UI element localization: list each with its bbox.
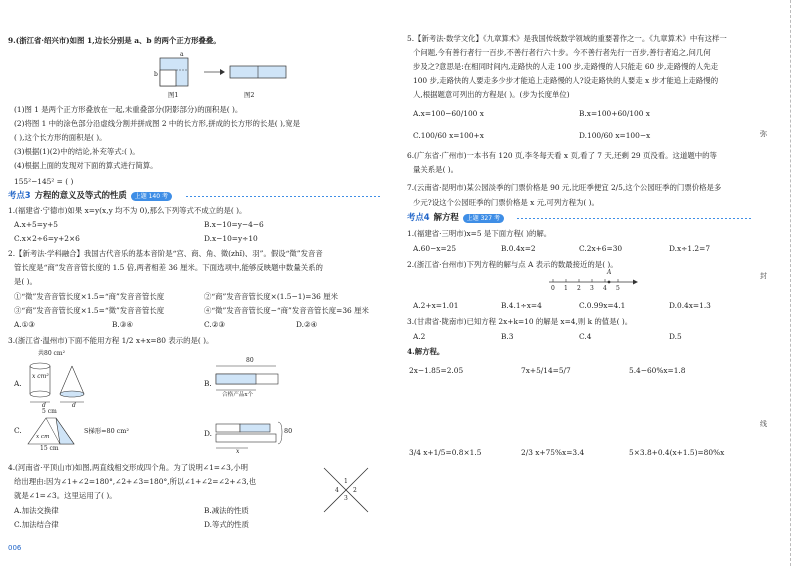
q9-figure [154, 48, 294, 110]
q9-sub3: (3)根据(1)(2)中的结论,补充等式:( )。 [14, 147, 140, 156]
q5-line2: 个问题,今有善行者行一百步,不善行者行六十步。今不善行者先行一百步,善行者追之,问几何 [413, 48, 711, 57]
q9-sub4: (4)根据上面的发现对下面的算式进行简算。 [14, 161, 158, 170]
tick-5: 5 [616, 285, 620, 292]
r1-stem: 1.(福建省·三明市)x=5 是下面方程( )的解。 [407, 229, 552, 238]
q2-statement-1: ①“徵”发音音管长度×1.5=“商”发音音管长度 [14, 292, 165, 301]
angle-2: 2 [353, 487, 357, 494]
r1-option-a: A.60−x=25 [413, 244, 457, 253]
point-a-label: A [607, 269, 612, 276]
q3-a-d1: d [42, 402, 46, 409]
q2-statement-2: ②“商”发音音管长度×(1.5−1)=36 厘米 [204, 292, 339, 301]
q4-option-a: A.加法交换律 [14, 506, 59, 515]
tick-0: 0 [551, 285, 555, 292]
q3-option-d: D. [204, 429, 213, 438]
q3-a-d2: d [72, 402, 76, 409]
kaodian-3-label: 考点3 [8, 190, 31, 201]
kaodian-3-header [8, 189, 172, 203]
q3-c-x: x cm [36, 434, 50, 440]
r3-stem: 3.(甘肃省·陇南市)已知方程 2x+k=10 的解是 x=4,则 k 的值是( )。 [407, 317, 633, 326]
q6-line1: 6.(广东省·广州市)一本书有 120 页,李冬每天看 x 页,看了 7 天,还剩 29 页没看。这道题中的等 [407, 151, 717, 160]
tick-3: 3 [590, 285, 594, 292]
equation-5: 2/3 x+75%x=3.4 [521, 448, 585, 457]
q3-a-total: 共80 cm² [38, 350, 65, 357]
angle-4: 4 [335, 487, 339, 494]
r2-option-a: A.2+x=1.01 [413, 301, 459, 310]
equation-3: 5.4−60%x=1.8 [629, 366, 686, 375]
kaodian-4-name: 解方程 [433, 212, 459, 223]
equation-1: 2x−1.85=2.05 [409, 366, 464, 375]
kaodian-3-pill: 上题 140 考 [131, 192, 172, 201]
kaodian-3-name: 方程的意义及等式的性质 [34, 190, 127, 201]
q4-line1: 4.(河南省·平顶山市)如图,两直线相交形成四个角。为了说明∠1=∠3,小明 [8, 463, 249, 472]
r2-number-line [549, 274, 639, 296]
q5-line5: 人,根据题意可列出的方程是( )。(步为长度单位) [413, 90, 570, 99]
q4-option-d: D.等式的性质 [204, 520, 249, 529]
q5-line3: 步及之?意思是:在相同时间内,走路快的人走 100 步,走路慢的人只能走 60 步,走路慢的人先走 [413, 62, 719, 71]
q5-option-d: D.100/60 x=100−x [579, 131, 651, 140]
q3-stem: 3.(浙江省·温州市)下面不能用方程 1/2 x+x=80 表示的是( )。 [8, 336, 214, 345]
q9-sub2a: (2)将图 1 中的涂色部分沿虚线分割并拼成图 2 中的长方形,拼成的长方形的长是( ),宽是 [14, 119, 300, 128]
r3-option-c: C.4 [579, 332, 592, 341]
q2-option-d: D.②④ [296, 320, 318, 329]
q2-option-b: B.③④ [112, 320, 134, 329]
r4-stem: 4.解方程。 [407, 347, 445, 356]
tick-1: 1 [564, 285, 568, 292]
binding-mark-2: 封 [760, 272, 767, 280]
q2-statement-4: ④“徵”发音音管长度−“商”发音音管长度=36 厘米 [204, 306, 369, 315]
q3-a-x: x cm² [32, 373, 49, 380]
q3-option-b: B. [204, 379, 212, 388]
q3-option-c: C. [14, 426, 22, 435]
kaodian-3-divider [186, 196, 382, 197]
q1-option-d: D.x−10=y÷10 [204, 234, 258, 243]
q5-option-a: A.x=100−60/100 x [413, 109, 484, 118]
q5-option-c: C.100/60 x=100+x [413, 131, 484, 140]
r2-option-c: C.0.99x=4.1 [579, 301, 626, 310]
q2-option-a: A.①③ [14, 320, 35, 329]
q3-c-top: 5 cm [42, 408, 57, 415]
equation-2: 7x+5/14=5/7 [521, 366, 571, 375]
q9-stem: 9.(浙江省·绍兴市)如图 1,边长分别是 a、b 的两个正方形叠叠。 [8, 36, 221, 45]
angle-3: 3 [344, 495, 348, 502]
q2-statement-3: ③“商”发音音管长度×1.5=“徵”发音音管长度 [14, 306, 165, 315]
q1-stem: 1.(福建省·宁德市)如果 x=y(x,y 均不为 0),那么下列等式不成立的是( )。 [8, 206, 247, 215]
r1-option-c: C.2x+6=30 [579, 244, 623, 253]
page-number: 006 [8, 544, 22, 552]
q2-line1: 2.【新考法·学科融合】我国古代音乐的基本音阶是“宫、商、角、徵(zhǐ)、羽”。假设“徵”发音音 [8, 249, 323, 258]
r2-option-b: B.4.1÷x=4 [501, 301, 542, 310]
r2-option-d: D.0.4x=1.3 [669, 301, 711, 310]
kaodian-4-header [407, 211, 504, 225]
r1-option-b: B.0.4x=2 [501, 244, 536, 253]
q4-option-b: B.减法的性质 [204, 506, 249, 515]
q7-line2: 少元?设这个公园旺季的门票价格是 x 元,可列方程为( )。 [413, 198, 599, 207]
r3-option-b: B.3 [501, 332, 514, 341]
q4-line2: 给出理由:因为∠1+∠2=180°,∠2+∠3=180°,所以∠1+∠2=∠2+∠3,也 [14, 477, 257, 486]
q5-line1: 5.【新考法·数学文化】《九章算术》是我国传统数学领域的重要著作之一。《九章算术》中有这样一 [407, 34, 727, 43]
q9-sub2b: ( ),这个长方形的面积是( )。 [14, 133, 107, 142]
q9-calc: 155²−145² = ( ) [14, 177, 74, 186]
kaodian-4-pill: 上题 327 考 [463, 214, 504, 223]
fig1-caption: 图1 [168, 91, 179, 99]
tick-4: 4 [603, 285, 607, 292]
equation-6: 5×3.8+0.4(x+1.5)=80%x [629, 448, 725, 457]
q3-figure-d [214, 418, 294, 454]
binding-line [790, 0, 792, 566]
q4-line3: 就是∠1=∠3。这里运用了( )。 [14, 491, 117, 500]
q3-b-label: 合格产品x个 [222, 392, 254, 398]
q7-line1: 7.(云南省·昆明市)某公园淡季的门票价格是 90 元,比旺季便宜 2/5,这个公园旺季的门票价格是多 [407, 183, 722, 192]
fig2-caption: 图2 [244, 91, 255, 99]
q6-line2: 量关系是( )。 [413, 165, 459, 174]
binding-mark-3: 线 [760, 420, 767, 428]
q3-figure-a [24, 356, 96, 406]
q2-line3: 是( )。 [14, 277, 37, 286]
q3-option-a: A. [14, 379, 22, 388]
q4-option-c: C.加法结合律 [14, 520, 59, 529]
q1-option-c: C.x×2÷6=y+2×6 [14, 234, 80, 243]
fig-a-label: a [180, 51, 184, 58]
r3-option-a: A.2 [413, 332, 426, 341]
tick-2: 2 [577, 285, 581, 292]
q5-line4: 100 步,走路快的人要走多少步才能追上走路慢的人?设走路快的人要走 x 步才能追上走路慢的 [413, 76, 719, 85]
q3-b-total: 80 [246, 357, 254, 364]
q3-d-right: 80 [284, 427, 293, 435]
q3-c-bottom: 15 cm [40, 445, 59, 452]
equation-4: 3/4 x+1/5=0.8×1.5 [409, 448, 482, 457]
angle-1: 1 [344, 478, 348, 485]
q1-option-b: B.x−10=y−4−6 [204, 220, 264, 229]
q3-d-x: x [236, 448, 240, 455]
kaodian-4-label: 考点4 [407, 212, 430, 223]
q5-option-b: B.x=100+60/100 x [579, 109, 650, 118]
q9-sub1: (1)图 1 是两个正方形叠放在一起,未重叠部分(阴影部分)的面积是( )。 [14, 105, 243, 114]
q2-option-c: C.②③ [204, 320, 225, 329]
q4-intersecting-lines [320, 464, 374, 518]
q1-option-a: A.x+5=y+5 [14, 220, 59, 229]
binding-mark-1: 弥 [760, 130, 767, 138]
r3-option-d: D.5 [669, 332, 682, 341]
fig-b-label: b [154, 71, 158, 78]
r2-stem: 2.(浙江省·台州市)下列方程的解与点 A 表示的数最接近的是( )。 [407, 260, 618, 269]
r1-option-d: D.x÷1.2=7 [669, 244, 711, 253]
q3-c-area: S梯形=80 cm² [84, 427, 129, 435]
kaodian-4-divider [517, 218, 753, 219]
q2-line2: 管长度是“商”发音音管长度的 1.5 倍,两者相差 36 厘米。下面选项中,能够反映题中数量关系的 [14, 263, 323, 272]
